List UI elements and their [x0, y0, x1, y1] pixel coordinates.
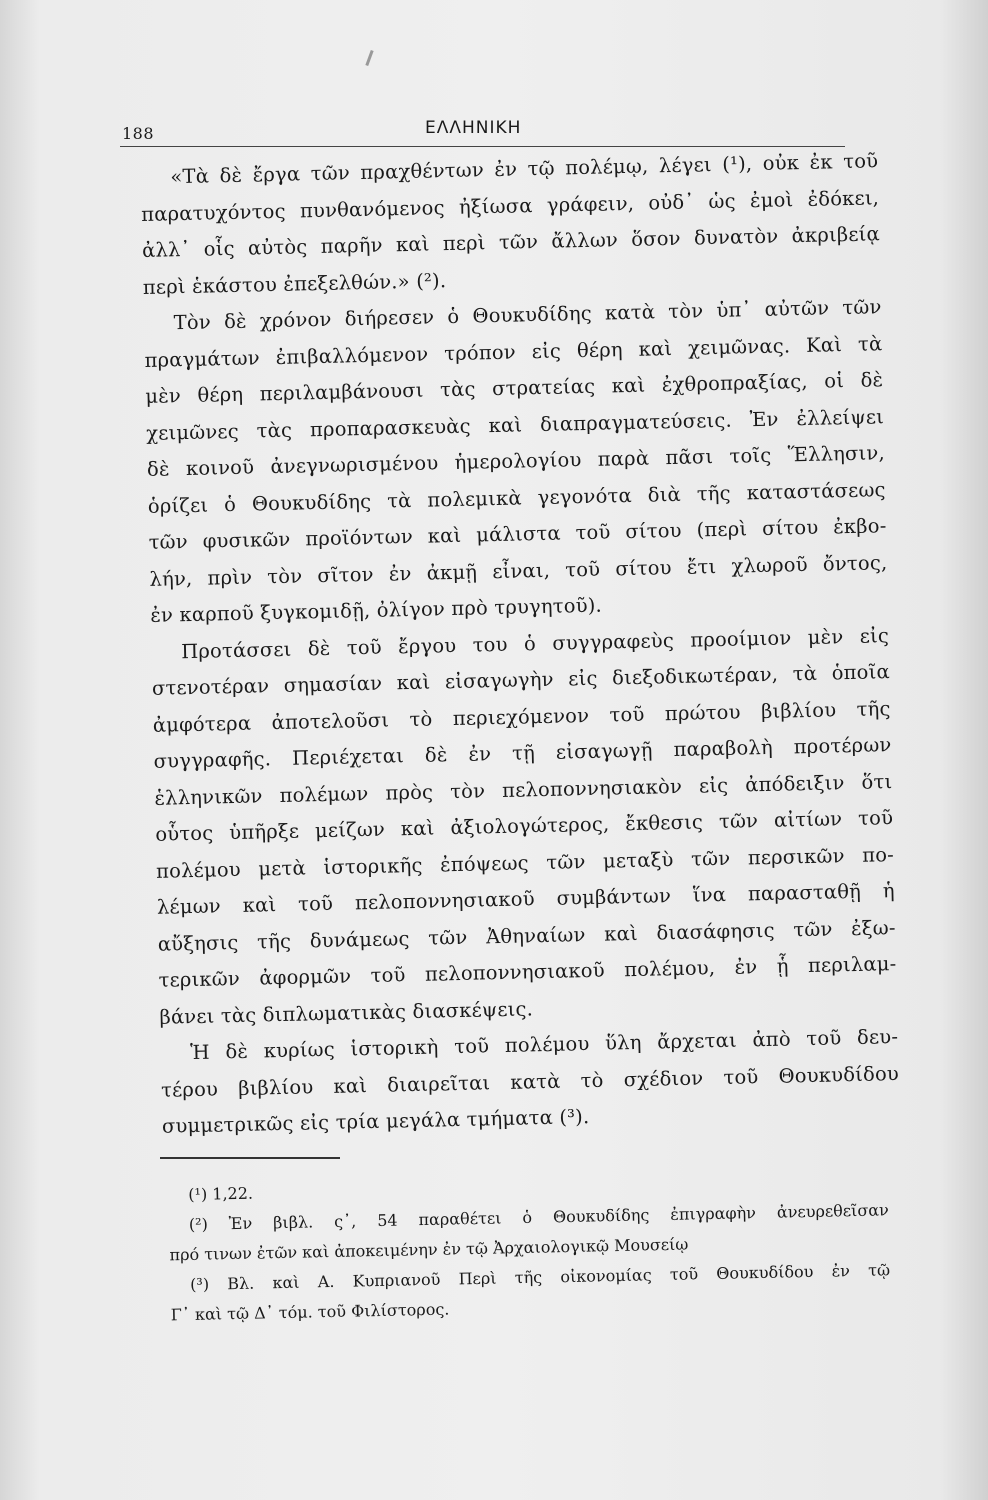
- stray-pencil-mark: [365, 50, 373, 66]
- text-line: τερικῶν ἀφορμῶν τοῦ πελοποννησιακοῦ πολέμου, ἐν ᾗ περιλαμ-: [158, 952, 897, 992]
- footnote-rule: [160, 1157, 340, 1159]
- running-title: ΕΛΛΗΝΙΚΗ: [425, 118, 522, 138]
- text-line: οὗτος ὑπῆρξε μείζων καὶ ἀξιολογώτερος, ἔκθεσις τῶν αἰτίων τοῦ: [155, 806, 894, 846]
- text-line: συγγραφῆς. Περιέχεται δὲ ἐν τῇ εἰσαγωγῇ παραβολὴ προτέρων: [153, 733, 892, 773]
- page-number: 188: [122, 124, 155, 143]
- text-line: τέρου βιβλίου καὶ διαιρεῖται κατὰ τὸ σχέδιον τοῦ Θουκυδίδου: [160, 1061, 900, 1102]
- text-line: πολέμου μετὰ ἱστορικῆς ἐπόψεως τῶν μεταξὺ τῶν περσικῶν πο-: [155, 842, 895, 883]
- text-line: ἀλλ᾽ οἷς αὐτὸς παρῆν καὶ περὶ τῶν ἄλλων ὅσον δυνατὸν ἀκριβείᾳ: [141, 222, 881, 262]
- text-line: ἑλληνικῶν πολέμων πρὸς τὸν πελοποννησιακὸν εἰς ἀπόδειξιν ὅτι: [154, 769, 893, 810]
- text-line: βάνει τὰς διπλωματικὰς διασκέψεις.: [159, 996, 534, 1029]
- text-line: χειμῶνες τὰς προπαρασκευὰς καὶ διαπραγματεύσεις. Ἐν ἐλλείψει: [145, 404, 885, 445]
- text-line: «Τὰ δὲ ἔργα τῶν πραχθέντων ἐν τῷ πολέμῳ, λέγει (¹), οὐκ ἐκ τοῦ: [170, 149, 879, 189]
- text-line: πραγμάτων ἐπιβαλλόμενον τρόπον εἰς θέρη καὶ χειμῶνας. Καὶ τὰ: [144, 331, 883, 372]
- footnote-line: Γ᾽ καὶ τῷ Δ᾽ τόμ. τοῦ Φιλίστορος.: [170, 1299, 450, 1325]
- text-line: στενοτέραν σημασίαν καὶ εἰσαγωγὴν εἰς διεξοδικωτέραν, τὰ ὁποῖα: [151, 660, 891, 700]
- text-line: Ἡ δὲ κυρίως ἱστορικὴ τοῦ πολέμου ὕλη ἄρχεται ἀπὸ τοῦ δευ-: [190, 1025, 899, 1065]
- text-line: ἀμφότερα ἀποτελοῦσι τὸ περιεχόμενον τοῦ πρώτου βιβλίου τῆς: [152, 696, 891, 737]
- text-line: ἐν καρποῦ ξυγκομιδῇ, ὀλίγον πρὸ τρυγητοῦ).: [150, 593, 603, 627]
- text-line: δὲ κοινοῦ ἀνεγνωρισμένου ἡμερολογίου παρὰ πᾶσι τοῖς Ἕλλησιν,: [146, 441, 886, 481]
- footnotes: [169, 1165, 891, 1330]
- footnote-line: (²) Ἐν βιβλ. ς᾽, 54 παραθέτει ὁ Θουκυδίδης ἐπιγραφὴν ἀνευρεθεῖσαν: [188, 1200, 889, 1234]
- text-line: συμμετρικῶς εἰς τρία μεγάλα τμήματα (³).: [161, 1105, 590, 1138]
- footnote-line: (¹) 1,22.: [188, 1183, 254, 1204]
- text-line: Τὸν δὲ χρόνον διήρεσεν ὁ Θουκυδίδης κατὰ τὸν ὑπ᾽ αὐτῶν τῶν: [173, 295, 882, 335]
- body-text: [140, 143, 900, 1145]
- text-line: λήν, πρὶν τὸν σῖτον ἐν ἀκμῇ εἶναι, τοῦ σίτου ἔτι χλωροῦ ὄντος,: [149, 550, 888, 591]
- text-line: περὶ ἑκάστου ἐπεξελθών.» (²).: [142, 268, 447, 299]
- footnote-line: (³) Βλ. καὶ Α. Κυπριανοῦ Περὶ τῆς οἰκονομίας τοῦ Θουκυδίδου ἐν τῷ: [189, 1260, 891, 1294]
- text-line: ὁρίζει ὁ Θουκυδίδης τὰ πολεμικὰ γεγονότα διὰ τῆς καταστάσεως: [147, 477, 886, 518]
- text-line: αὔξησις τῆς δυνάμεως τῶν Ἀθηναίων καὶ διασάφησις τῶν ἐξω-: [157, 915, 896, 956]
- text-line: μὲν θέρη περιλαμβάνουσι τὰς στρατείας καὶ ἐχθροπραξίας, οἱ δὲ: [145, 368, 884, 408]
- page-header: [120, 118, 845, 148]
- text-line: Προτάσσει δὲ τοῦ ἔργου του ὁ συγγραφεὺς προοίμιον μὲν εἰς: [180, 623, 890, 663]
- footnote-line: πρό τινων ἐτῶν καὶ ἀποκειμένην ἐν τῷ Ἀρχαιολογικῷ Μουσείῳ: [169, 1234, 689, 1265]
- text-line: λέμων καὶ τοῦ πελοποννησιακοῦ συμβάντων ἵνα παρασταθῇ ἡ: [156, 879, 896, 919]
- text-line: τῶν φυσικῶν προϊόντων καὶ μάλιστα τοῦ σίτου (περὶ σίτου ἐκβο-: [148, 514, 887, 554]
- text-line: παρατυχόντος πυνθανόμενος ἠξίωσα γράφειν, οὐδ᾽ ὡς ἐμοὶ ἐδόκει,: [140, 185, 880, 226]
